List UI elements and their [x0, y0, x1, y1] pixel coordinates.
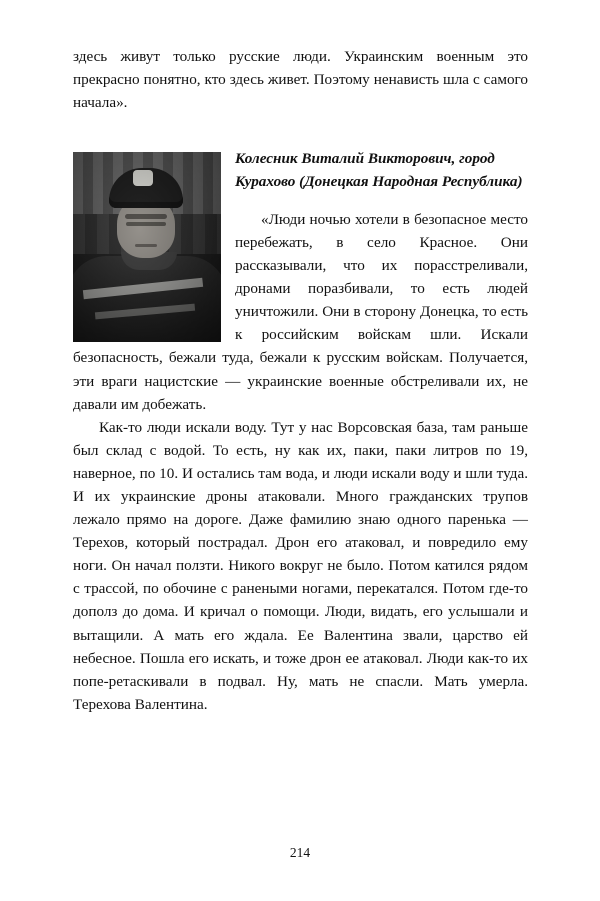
- intro-paragraph: здесь живут только русские люди. Украинским военным это прекрасно понятно, кто здесь живет. Поэтому ненависть шла с самого начала».: [73, 48, 528, 112]
- speaker-heading: Колесник Виталий Викторович, город Курахово (Донецкая Народная Республика): [235, 150, 523, 191]
- speaker-section: [73, 148, 528, 415]
- testimony-paragraph-1: «Люди ночью хотели в безопасное место перебежать, в село Красное. Они рассказывали, что их порасстреливали, дронами поразбивали, то есть людей уничтожили. Они в сторону Донецка, то есть к российским войскам шли. Искали безопасность, бежали туда, бежали к русским войскам. Получается, эти враги нацистские — украинские военные обстреливали их, не давали им добежать.: [73, 210, 528, 413]
- page-content: [73, 45, 528, 716]
- page-number: 214: [289, 845, 311, 860]
- portrait-photo-speaker: [73, 152, 221, 342]
- testimony-paragraph-2: Как-то люди искали воду. Тут у нас Ворсовская база, там раньше был склад с водой. То есть, ну как их, паки, паки литров по 19, наверное, по 10. И остались там вода, и люди искали воду и шли туда. И их украинские дроны атаковали. Много гражданских трупов лежало прямо на дороге. Даже фамилию знаю одного паренька — Терехов, который пострадал. Дрон его атаковал, и повредило ему ноги. Он начал ползти. Никого вокруг не было. Потом катился рядом с трассой, по обочине с ранеными ногами, перекатался. Потом где-то дополз до дома. И кричал о помощи. Люди, видать, его услышали и вытащили. А мать его ждала. Ее Валентина звали, царство ей небесное. Пошла его искать, и тоже дрон ее атаковал. Люди как-то их попе-ретаскивали в подвал. Ну, мать не спасли. Мать умерла. Терехова Валентина.: [73, 418, 528, 713]
